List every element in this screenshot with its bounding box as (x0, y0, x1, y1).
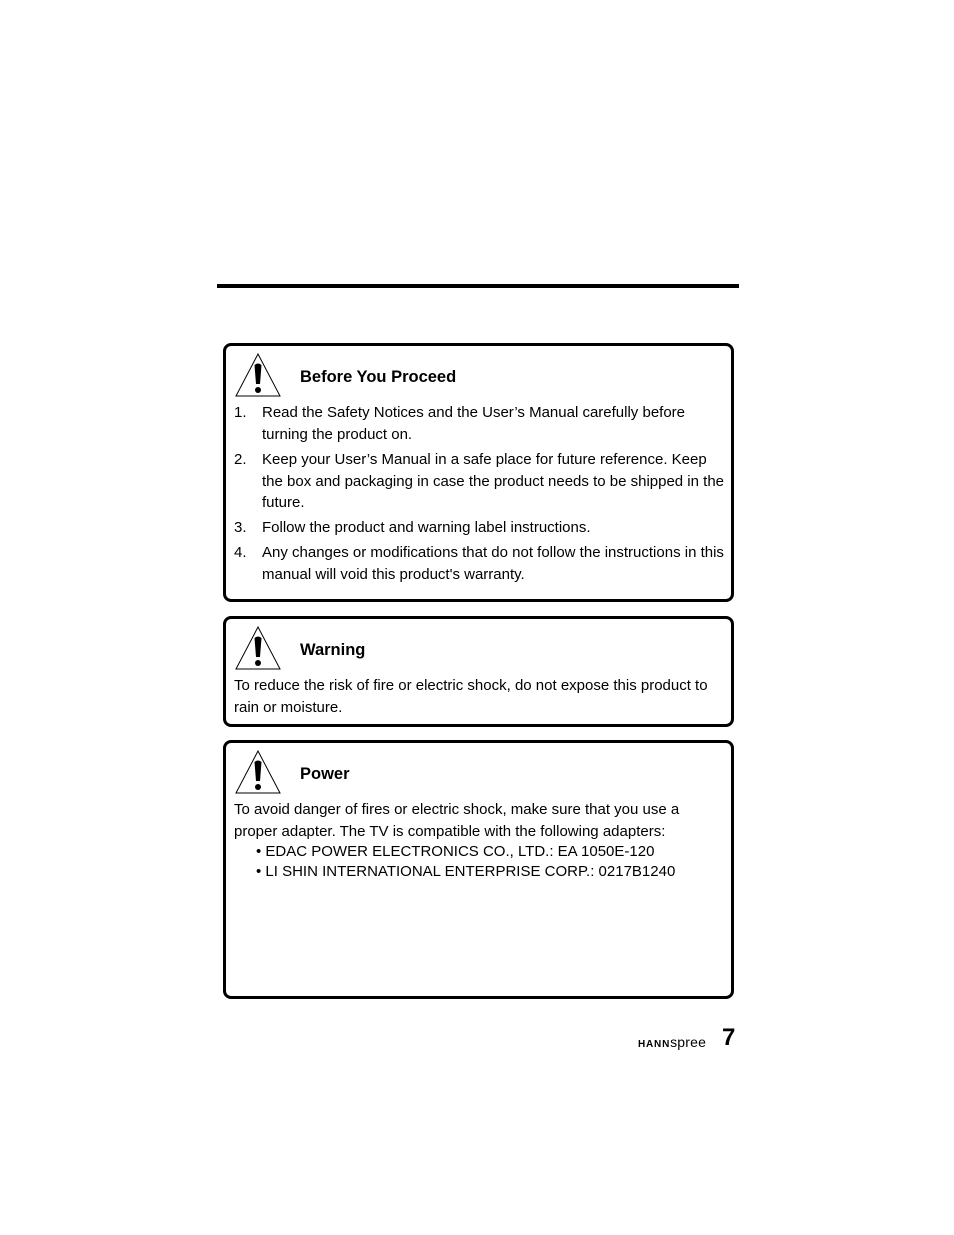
warning-triangle-icon (235, 353, 281, 397)
list-item (234, 449, 725, 514)
before-you-proceed-box (223, 343, 734, 602)
item-number: 4. (234, 544, 247, 562)
instruction-list (234, 402, 725, 589)
section-title: Warning (300, 641, 366, 659)
page-number: 7 (722, 1024, 736, 1051)
item-number: 2. (234, 450, 247, 468)
list-item (234, 517, 725, 539)
top-rule (217, 284, 739, 288)
list-item (234, 402, 725, 446)
section-title: Before You Proceed (300, 368, 457, 386)
warning-box (223, 616, 734, 727)
list-item (234, 542, 725, 586)
adapter-list (256, 842, 675, 882)
section-body: To avoid danger of fires or electric shock, make sure that you use a proper adapter. The TV is compatible with the following adapters: (234, 801, 680, 840)
brand-light: spree (670, 1034, 707, 1050)
power-box (223, 740, 734, 999)
list-item: • EDAC POWER ELECTRONICS CO., LTD.: EA 1050E-120 (256, 843, 655, 860)
brand-logo (638, 1032, 706, 1055)
item-number: 1. (234, 404, 247, 421)
warning-triangle-icon (235, 626, 281, 670)
section-body: To reduce the risk of fire or electric shock, do not expose this product to rain or moisture. (234, 677, 708, 716)
list-item: • LI SHIN INTERNATIONAL ENTERPRISE CORP.: 0217B1240 (256, 863, 676, 880)
item-text: Any changes or modifications that do not follow the instructions in this manual will void this product's warranty. (262, 544, 724, 584)
section-title: Power (300, 765, 350, 783)
item-text: Follow the product and warning label instructions. (262, 519, 591, 537)
item-text: Keep your User’s Manual in a safe place for future reference. Keep the box and packaging in case the product needs to be shipped in the future. (262, 450, 725, 512)
warning-triangle-icon (235, 750, 281, 794)
brand-bold: HANN (638, 1039, 671, 1050)
item-text: Read the Safety Notices and the User’s Manual carefully before turning the product on. (262, 404, 686, 443)
item-number: 3. (234, 519, 247, 537)
